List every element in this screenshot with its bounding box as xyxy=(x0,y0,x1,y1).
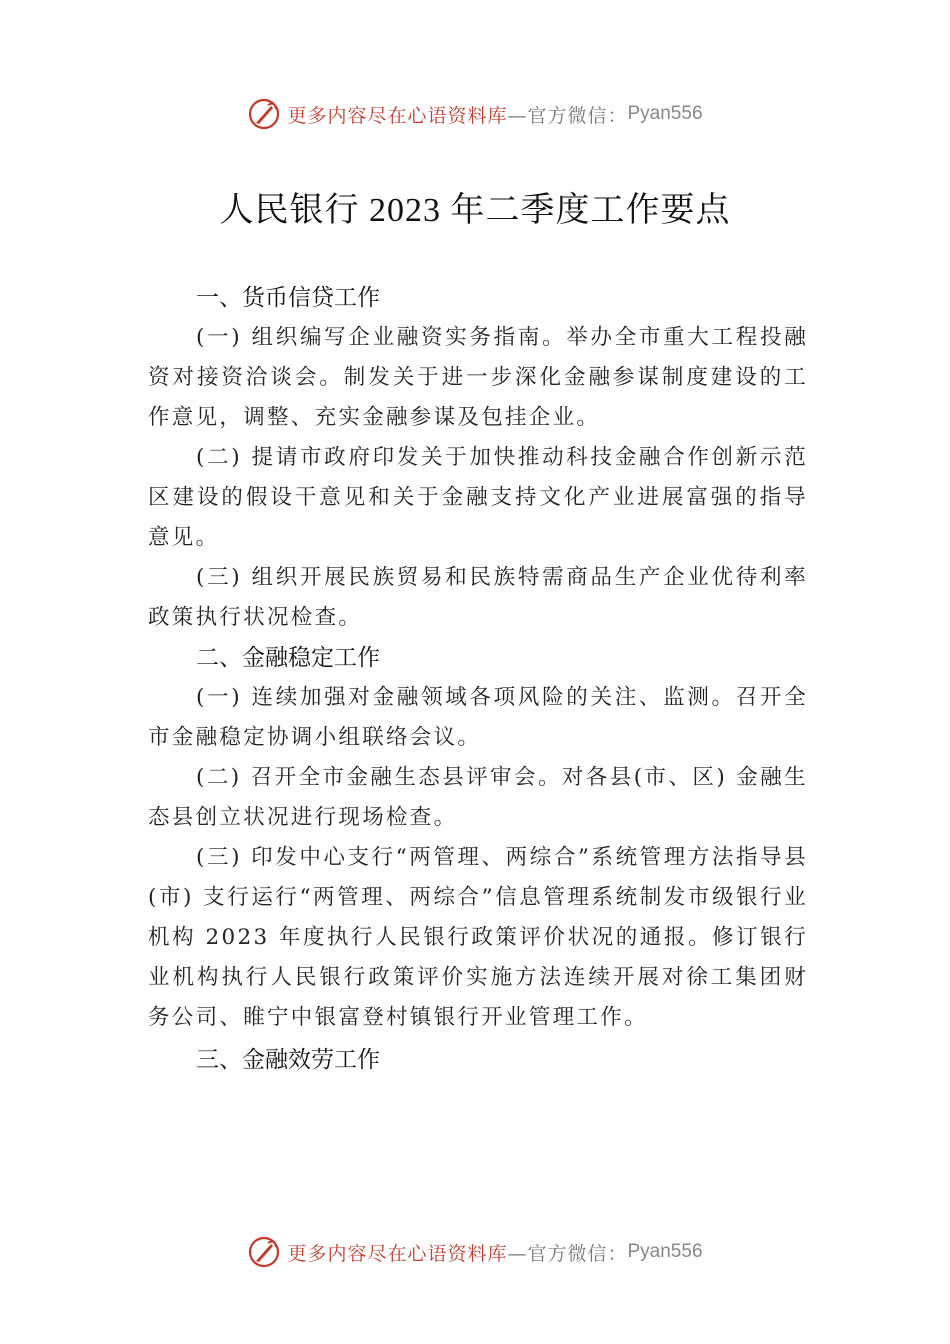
page-title: 人民银行 2023 年二季度工作要点 xyxy=(219,192,731,229)
quill-logo-icon xyxy=(247,97,281,131)
banner-wechat-id: Pyan556 xyxy=(627,103,703,124)
footer-banner xyxy=(0,1232,950,1272)
paragraph: (二) 提请市政府印发关于加快推动科技金融合作创新示范区建设的假设干意见和关于金融支持文化产业进展富强的指导意见。 xyxy=(148,445,808,550)
paragraph: (三) 印发中心支行“两管理、两综合”系统管理方法指导县(市) 支行运行“两管理、两综合”信息管理系统制发市级银行业机构 2023 年度执行人民银行政策评价状况的通报。修订银行业机构执行人民银行政策评价实施方法连续开展对徐工集团财务公司、睢宁中银富登村镇银行开业管理工作。 xyxy=(148,845,808,1030)
quill-logo-icon xyxy=(247,1235,281,1269)
section-heading-1: 一、货币信贷工作 xyxy=(196,285,380,311)
paragraph: (一) 组织编写企业融资实务指南。举办全市重大工程投融资对接资洽谈会。制发关于进一步深化金融参谋制度建设的工作意见，调整、充实金融参谋及包挂企业。 xyxy=(148,325,808,430)
paragraph: (二) 召开全市金融生态县评审会。对各县(市、区) 金融生态县创立状况进行现场检查。 xyxy=(148,765,808,830)
header-banner xyxy=(0,94,950,134)
section-heading-2: 二、金融稳定工作 xyxy=(196,645,380,671)
banner-brand-text: 更多内容尽在心语资料库 xyxy=(287,104,508,127)
banner-brand-text: 更多内容尽在心语资料库 xyxy=(287,1242,508,1265)
banner-official-wechat-text: —官方微信： xyxy=(507,104,628,127)
banner-official-wechat-text: —官方微信： xyxy=(507,1242,628,1265)
paragraph: (一) 连续加强对金融领域各项风险的关注、监测。召开全市金融稳定协调小组联络会议。 xyxy=(148,685,808,750)
paragraph: (三) 组织开展民族贸易和民族特需商品生产企业优待利率政策执行状况检查。 xyxy=(148,565,808,630)
banner-wechat-id: Pyan556 xyxy=(627,1241,703,1262)
document-body xyxy=(148,278,808,1080)
section-heading-3: 三、金融效劳工作 xyxy=(196,1047,380,1073)
